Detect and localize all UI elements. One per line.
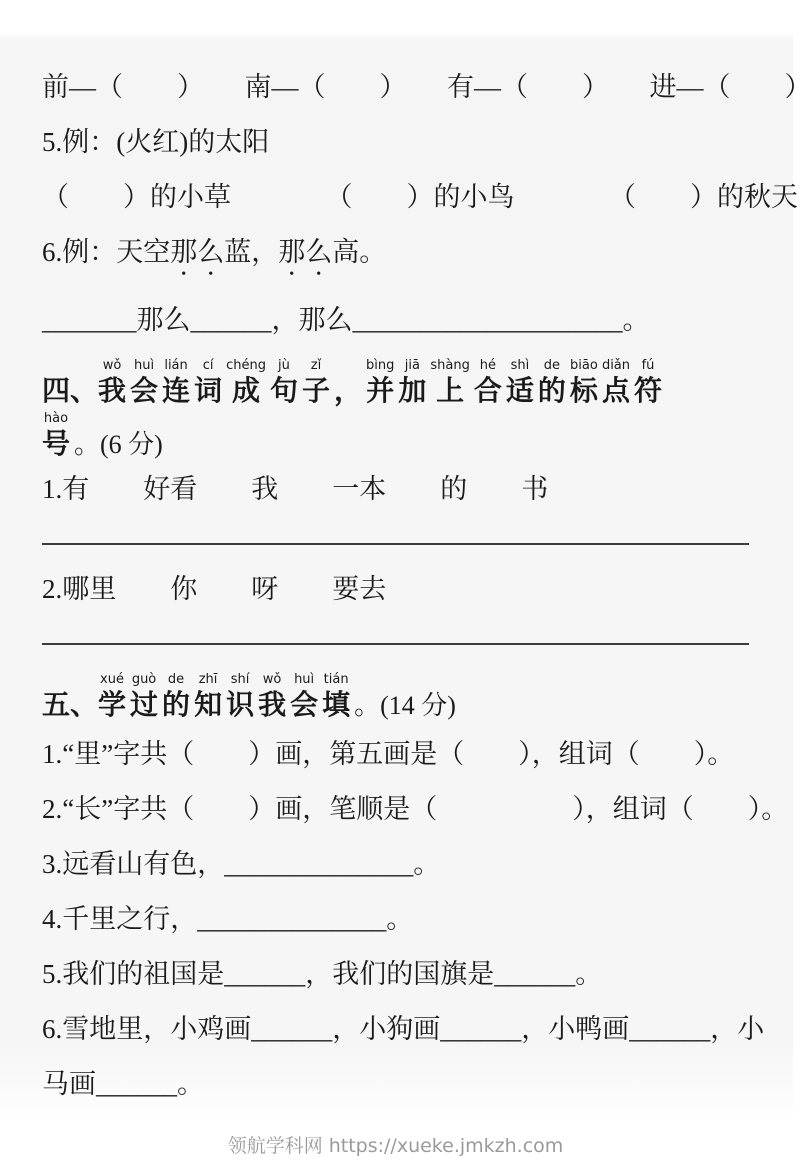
question6-example-line — [42, 235, 749, 282]
section4-heading — [42, 358, 749, 458]
question5-example-line: 5.例：(火红)的太阳 — [42, 127, 270, 157]
section5-question4: 4.千里之行，______________。 — [42, 904, 414, 934]
section4-number: 四、 — [42, 374, 99, 407]
section4-heading-line1 — [42, 358, 749, 405]
adjective-blanks-line: （ ）的小草 （ ）的小鸟 （ ）的秋天 — [42, 182, 798, 212]
section5-number: 五、 — [42, 688, 99, 721]
answer-line-2 — [42, 643, 749, 645]
section5-heading-line1 — [42, 672, 749, 719]
section4-heading-line2 — [42, 411, 749, 458]
section5-question2: 2.“长”字共（ ）画，笔顺是（ ），组词（ ）。 — [42, 794, 789, 824]
section5-title-ruby: 学xué过guò的de知zhī识shí我wǒ会huì填tián — [98, 672, 351, 721]
q6-example-pre: 6.例：天空 — [42, 237, 171, 267]
section5-question6-line1: 6.雪地里，小鸡画______，小狗画______，小鸭画______，小 — [42, 1014, 765, 1044]
section5-points: 。(14 分) — [354, 691, 456, 720]
section5-question5: 5.我们的祖国是______，我们的国旗是______。 — [42, 959, 603, 989]
section4-title-ruby-line2: 号hào — [42, 411, 71, 460]
q6-emphasis-2: 那么 — [278, 237, 333, 267]
section4-points: 。(6 分) — [74, 430, 163, 459]
watermark-footer — [42, 1129, 749, 1163]
answer-line-1 — [42, 543, 749, 545]
q6-example-mid: 蓝， — [224, 237, 279, 267]
watermark-text: 领航学科网 https://xueke.jmkzh.com — [227, 1135, 564, 1157]
section4-question1: 1.有 好看 我 一本 的 书 — [42, 474, 549, 504]
question6-fill-line: _______那么______，那么____________________。 — [42, 305, 650, 335]
section4-question2: 2.哪里 你 呀 要去 — [42, 574, 387, 604]
q6-emphasis-1: 那么 — [170, 237, 225, 267]
section5-heading — [42, 672, 749, 719]
antonym-blanks-line: 前—（ ） 南—（ ） 有—（ ） 进—（ ） — [42, 72, 812, 102]
section5-question1: 1.“里”字共（ ）画，第五画是（ ），组词（ ）。 — [42, 739, 735, 769]
q6-example-post: 高。 — [332, 237, 387, 267]
section4-title-ruby: 我wǒ会huì连lián词cí成chéng句jù子zǐ， 并bìng加jiā上shàng合hé适shì的de标biāo点diǎn符fú — [98, 358, 663, 407]
section5-question6-line2: 马画______。 — [42, 1069, 204, 1099]
section5-question3: 3.远看山有色，______________。 — [42, 849, 441, 879]
